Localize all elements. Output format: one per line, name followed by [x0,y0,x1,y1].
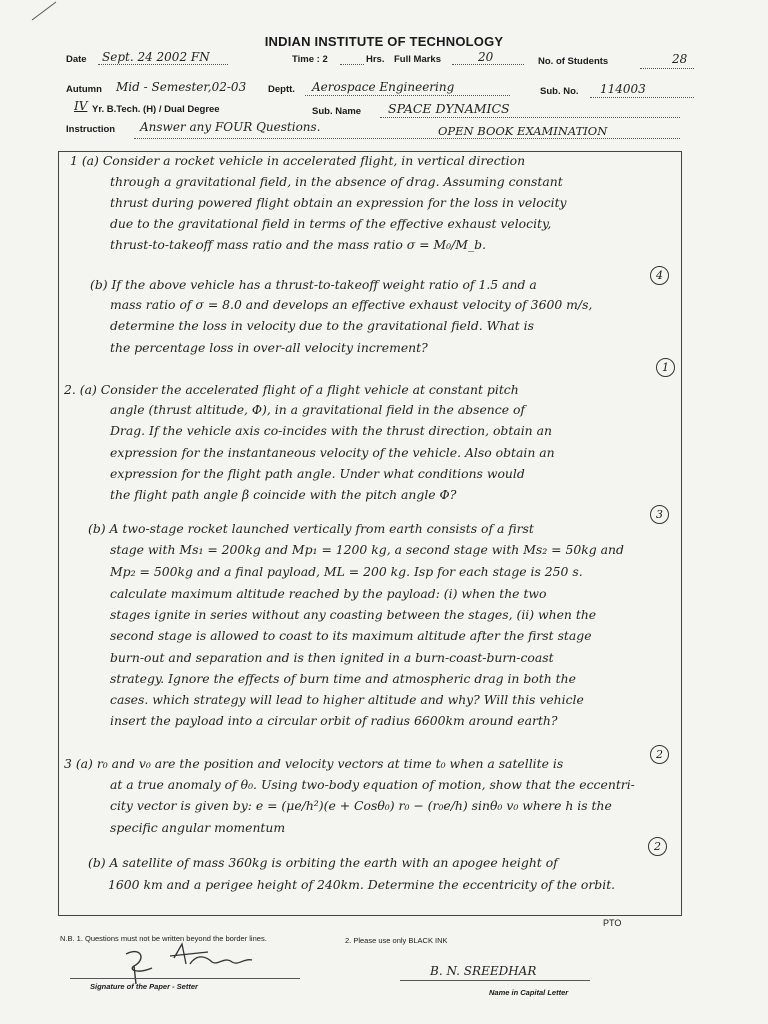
dept-label: Deptt. [268,84,295,95]
pto-label: PTO [603,918,622,928]
note-black-ink: 2. Please use only BLACK INK [345,936,448,945]
hrs-label: Hrs. [366,54,385,65]
dept-value: Aerospace Engineering [312,80,455,94]
question-line: angle (thrust altitude, Φ), in a gravitational field in the absence of [110,402,526,417]
full-marks-label: Full Marks [394,54,441,65]
question-line: at a true anomaly of θ₀. Using two-body equation of motion, show that the eccentri- [110,777,635,792]
instruction-value: Answer any FOUR Questions. [140,120,321,134]
marks-circle: 3 [650,505,669,524]
full-marks-value: 20 [478,50,494,64]
question-line: second stage is allowed to coast to its maximum altitude after the first stage [110,628,592,643]
marks-circle: 1 [656,358,675,377]
question-line: through a gravitational field, in the absence of drag. Assuming constant [110,174,563,189]
question-line: due to the gravitational field in terms of the effective exhaust velocity, [110,216,552,231]
question-line: 1600 km and a perigee height of 240km. Determine the eccentricity of the orbit. [108,877,616,892]
question-line: Drag. If the vehicle axis co-incides with the thrust direction, obtain an [110,423,552,438]
note-border-lines: N.B. 1. Questions must not be written beyond the border lines. [60,934,267,943]
question-line: determine the loss in velocity due to the gravitational field. What is [110,318,534,333]
setter-name: B. N. SREEDHAR [430,964,537,978]
marks-circle: 2 [650,745,669,764]
question-line: the percentage loss in over-all velocity increment? [110,340,428,355]
question-line: stage with Ms₁ = 200kg and Mp₁ = 1200 kg, a second stage with Ms₂ = 50kg and [110,542,624,557]
exam-type: OPEN BOOK EXAMINATION [438,124,608,138]
question-line: the flight path angle β coincide with the pitch angle Φ? [110,487,457,502]
students-value: 28 [672,52,688,66]
question-line: specific angular momentum [110,820,286,835]
session-label: Autumn [66,84,102,95]
question-line: insert the payload into a circular orbit of radius 6600km around earth? [110,713,558,728]
question-line: city vector is given by: e = (μe/h²)(e + Cosθ₀) r₀ − (r₀e/h) sinθ₀ v₀ where h is the [110,798,612,813]
question-line: burn-out and separation and is then ignited in a burn-coast-burn-coast [110,650,554,665]
corner-pen-mark [30,0,60,22]
subname-value: SPACE DYNAMICS [388,101,510,116]
question-line: expression for the flight path angle. Under what conditions would [110,466,525,481]
question-line: 3 (a) r₀ and v₀ are the position and velocity vectors at time t₀ when a satellite is [64,756,564,771]
question-line: thrust during powered flight obtain an expression for the loss in velocity [110,195,567,210]
signature-label: Signature of the Paper - Setter [90,982,198,991]
question-line: 2. (a) Consider the accelerated flight of a flight vehicle at constant pitch [64,382,519,397]
question-line: thrust-to-takeoff mass ratio and the mass ratio σ = M₀/M_b. [110,237,487,252]
question-line: strategy. Ignore the effects of burn time and atmospheric drag in both the [110,671,576,686]
question-line: (b) A satellite of mass 360kg is orbiting the earth with an apogee height of [88,855,558,870]
instruction-label: Instruction [66,124,116,135]
question-line: mass ratio of σ = 8.0 and develops an effective exhaust velocity of 3600 m/s, [110,297,593,312]
subname-label: Sub. Name [312,106,362,117]
institute-title: INDIAN INSTITUTE OF TECHNOLOGY [264,34,504,49]
subno-value: 114003 [600,82,646,96]
session-value: Mid - Semester,02-03 [116,80,247,94]
question-line: (b) A two-stage rocket launched vertically from earth consists of a first [88,521,534,536]
question-line: calculate maximum altitude reached by the payload: (i) when the two [110,586,547,601]
students-label: No. of Students [538,56,609,67]
question-line: expression for the instantaneous velocity of the vehicle. Also obtain an [110,445,555,460]
marks-circle: 4 [650,266,669,285]
year-label: Yr. B.Tech. (H) / Dual Degree [92,104,220,115]
subno-label: Sub. No. [540,86,579,97]
question-line: stages ignite in series without any coasting between the stages, (ii) when the [110,607,597,622]
question-line: cases. which strategy will lead to higher altitude and why? Will this vehicle [110,692,584,707]
question-line: Mp₂ = 500kg and a final payload, ML = 200 kg. Isp for each stage is 250 s. [110,564,583,579]
signature-scribble [112,938,292,988]
year-value: IV [74,99,88,113]
marks-circle: 2 [648,837,667,856]
date-label: Date [66,54,87,65]
question-line: 1 (a) Consider a rocket vehicle in accelerated flight, in vertical direction [70,153,526,168]
date-value: Sept. 24 2002 FN [102,50,210,64]
name-label: Name in Capital Letter [489,988,569,997]
question-line: (b) If the above vehicle has a thrust-to-takeoff weight ratio of 1.5 and a [90,277,537,292]
time-label: Time : 2 [292,54,328,65]
